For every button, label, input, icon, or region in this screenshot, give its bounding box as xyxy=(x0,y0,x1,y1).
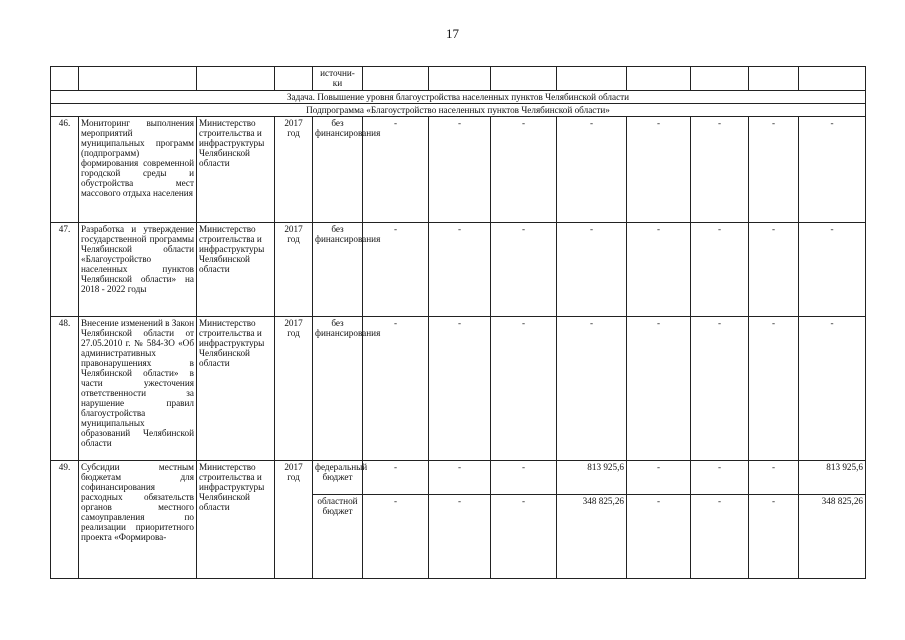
row-number: 46. xyxy=(51,117,79,223)
measure-name: Внесение изменений в Закон Челябинской области от 27.05.2010 г. № 584-ЗО «Об административных правонарушениях в Челябинской области» в части ужесточения ответственности за нарушение правил благоустройства муниципальных образований Челябинской области xyxy=(79,317,197,461)
value-cell: - xyxy=(691,495,749,579)
value-cell: 813 925,6 xyxy=(557,461,627,495)
value-cell: - xyxy=(491,461,557,495)
value-cell: - xyxy=(627,223,691,317)
table-row xyxy=(51,223,866,317)
row-number: 49. xyxy=(51,461,79,579)
value-cell: - xyxy=(691,317,749,461)
value-cell: - xyxy=(491,317,557,461)
value-cell: - xyxy=(491,495,557,579)
executor: Министерство строительства и инфраструктуры Челябинской области xyxy=(197,461,275,579)
value-cell: - xyxy=(429,117,491,223)
subprogram-band-row xyxy=(51,104,866,117)
value-cell: - xyxy=(627,461,691,495)
table-row xyxy=(51,461,866,495)
value-cell: - xyxy=(491,223,557,317)
value-cell: - xyxy=(799,117,866,223)
year: 2017 год xyxy=(275,117,313,223)
task-band-row xyxy=(51,91,866,104)
value-cell: - xyxy=(429,461,491,495)
value-cell: 348 825,26 xyxy=(799,495,866,579)
executor: Министерство строительства и инфраструктуры Челябинской области xyxy=(197,223,275,317)
row-number: 48. xyxy=(51,317,79,461)
executor: Министерство строительства и инфраструктуры Челябинской области xyxy=(197,317,275,461)
value-cell: - xyxy=(557,223,627,317)
year: 2017 год xyxy=(275,223,313,317)
value-cell: - xyxy=(691,461,749,495)
value-cell: - xyxy=(799,317,866,461)
subprogram-band: Подпрограмма «Благоустройство населенных пунктов Челябинской области» xyxy=(51,104,866,117)
task-band: Задача. Повышение уровня благоустройства населенных пунктов Челябинской области xyxy=(51,91,866,104)
table-row xyxy=(51,117,866,223)
value-cell: - xyxy=(363,117,429,223)
value-cell: - xyxy=(749,461,799,495)
value-cell: - xyxy=(627,317,691,461)
value-cell: - xyxy=(491,117,557,223)
value-cell: - xyxy=(363,495,429,579)
funding-source: без финансирования xyxy=(313,117,363,223)
value-cell: - xyxy=(557,117,627,223)
value-cell: - xyxy=(363,223,429,317)
value-cell: - xyxy=(749,223,799,317)
value-cell: - xyxy=(627,117,691,223)
value-cell: - xyxy=(429,223,491,317)
value-cell: - xyxy=(691,117,749,223)
table-row-top xyxy=(51,67,866,91)
measure-name: Разработка и утверждение государственной программы Челябинской области «Благоустройство населенных пунктов Челябинской области» на 2018 - 2022 годы xyxy=(79,223,197,317)
funding-source: без финансирования xyxy=(313,223,363,317)
value-cell: - xyxy=(799,223,866,317)
funding-source: без финансирования xyxy=(313,317,363,461)
value-cell: - xyxy=(429,495,491,579)
funding-source: федеральный бюджет xyxy=(313,461,363,495)
value-cell: - xyxy=(749,495,799,579)
executor: Министерство строительства и инфраструктуры Челябинской области xyxy=(197,117,275,223)
funding-source: областной бюджет xyxy=(313,495,363,579)
table-row xyxy=(51,317,866,461)
value-cell: - xyxy=(429,317,491,461)
value-cell: - xyxy=(749,317,799,461)
measures-table xyxy=(50,66,866,579)
year: 2017 год xyxy=(275,461,313,579)
source-cell: источни- ки xyxy=(313,67,363,91)
measure-name: Субсидии местным бюджетам для софинансирования расходных обязательств органов местного самоуправления по реализации приоритетного проекта «Формирова- xyxy=(79,461,197,579)
value-cell: 813 925,6 xyxy=(799,461,866,495)
year: 2017 год xyxy=(275,317,313,461)
value-cell: - xyxy=(363,461,429,495)
value-cell: 348 825,26 xyxy=(557,495,627,579)
page-number: 17 xyxy=(446,26,459,41)
value-cell: - xyxy=(749,117,799,223)
value-cell: - xyxy=(691,223,749,317)
value-cell: - xyxy=(557,317,627,461)
row-number: 47. xyxy=(51,223,79,317)
value-cell: - xyxy=(627,495,691,579)
measure-name: Мониторинг выполнения мероприятий муниципальных программ (подпрограмм) формирования современной городской среды и обустройства мест массового отдыха населения xyxy=(79,117,197,223)
value-cell: - xyxy=(363,317,429,461)
